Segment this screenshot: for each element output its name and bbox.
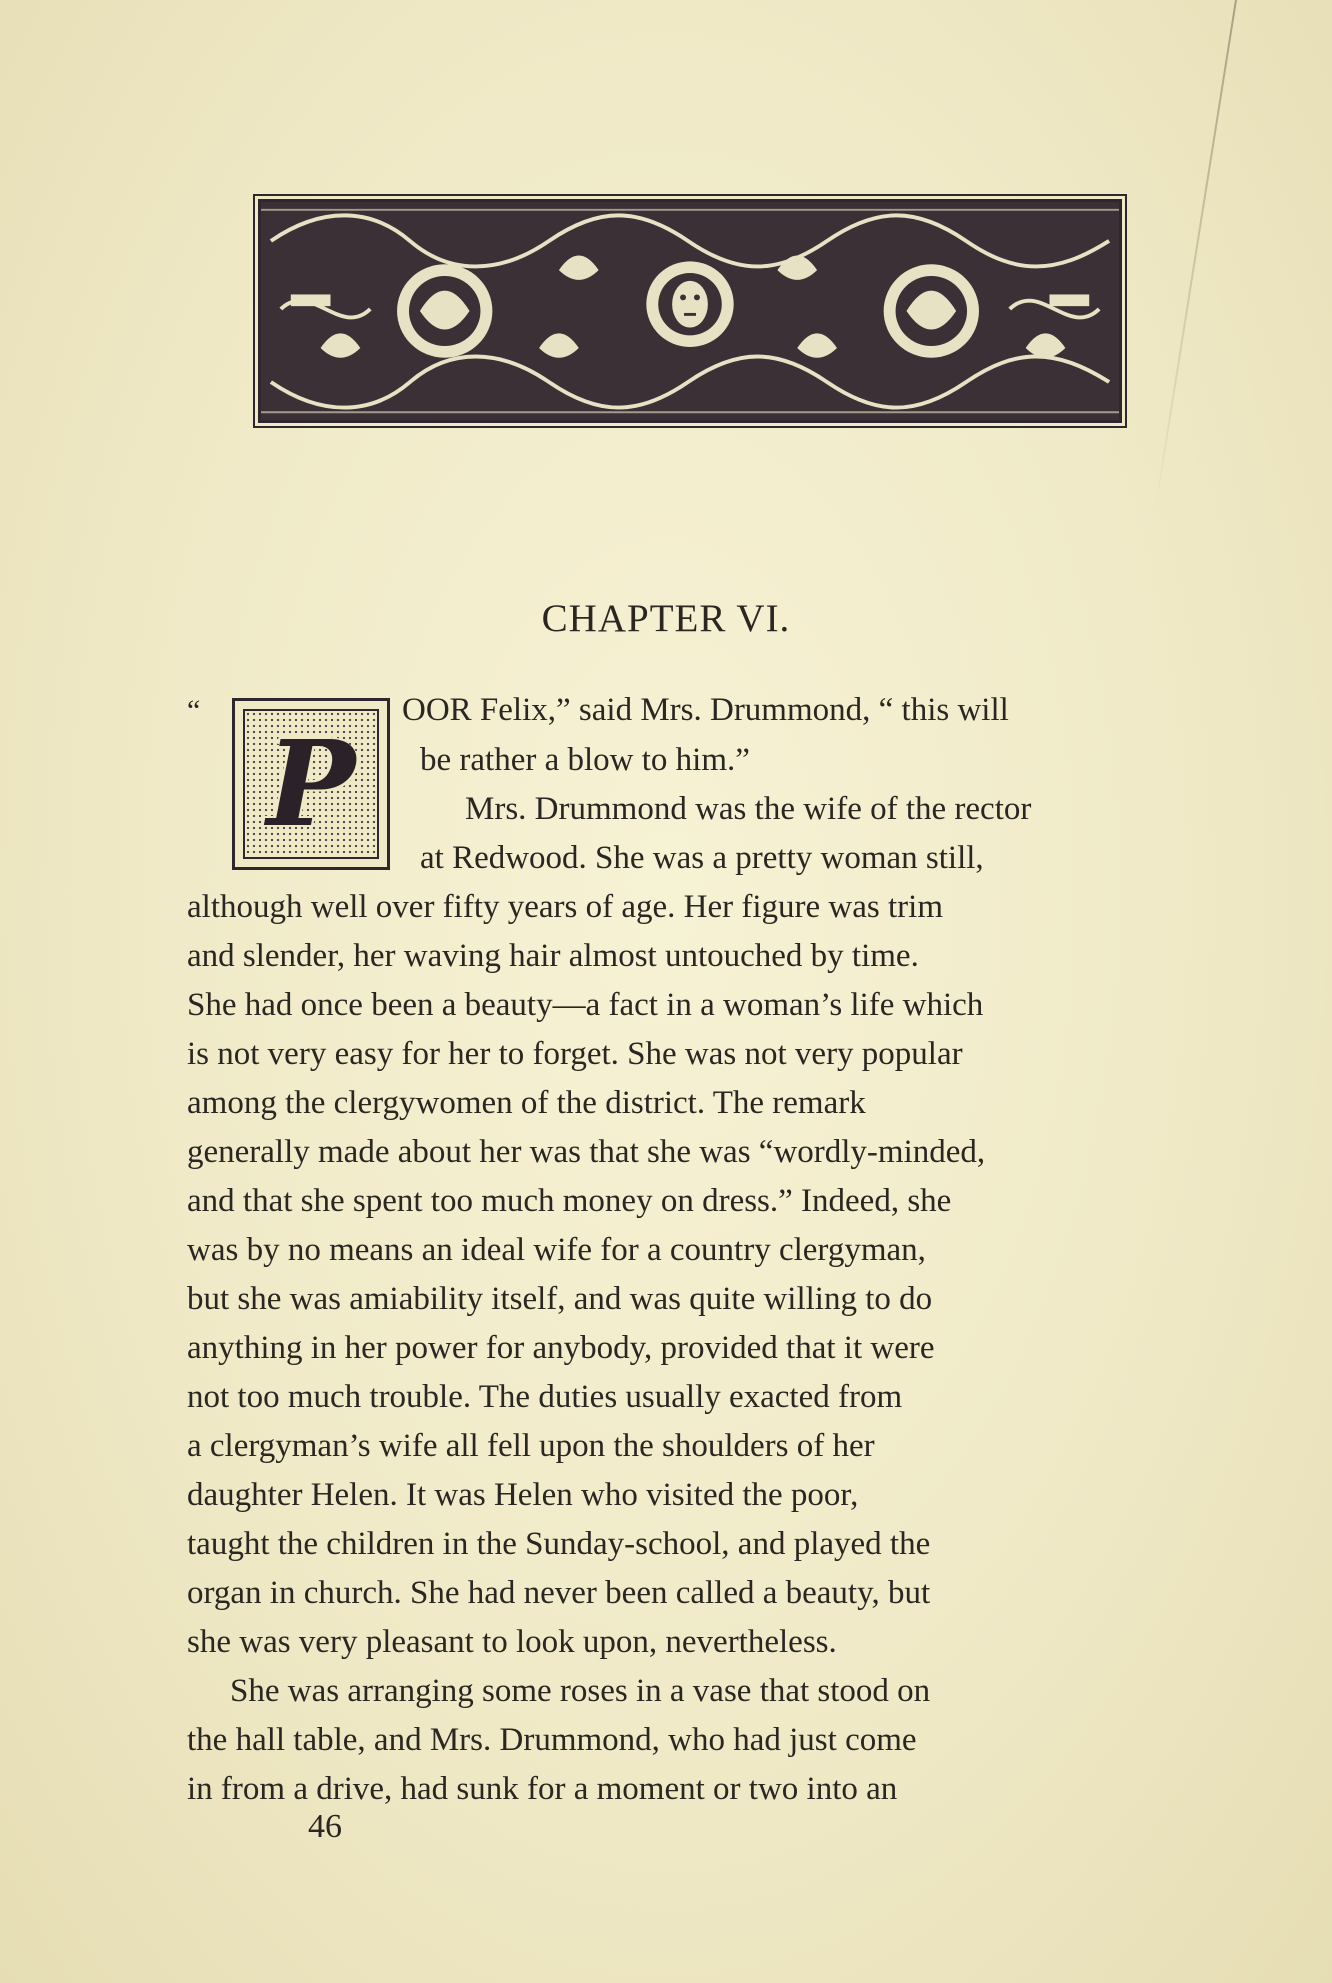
- text-line: although well over fifty years of age. Her figure was trim: [187, 889, 943, 925]
- ornamental-headband: [258, 199, 1122, 423]
- drop-cap-letter: P: [266, 714, 356, 853]
- drop-cap: [232, 698, 390, 870]
- text-line: in from a drive, had sunk for a moment or two into an: [187, 1771, 898, 1807]
- text-line: be rather a blow to him.”: [420, 742, 750, 778]
- text-line: She was arranging some roses in a vase that stood on: [230, 1673, 931, 1709]
- text-line: not too much trouble. The duties usually exacted from: [187, 1379, 903, 1415]
- text-line: was by no means an ideal wife for a country clergyman,: [187, 1232, 926, 1268]
- chapter-heading: CHAPTER VI.: [541, 597, 791, 640]
- page-number: 46: [308, 1808, 342, 1845]
- text-line: She had once been a beauty—a fact in a woman’s life which: [187, 987, 984, 1023]
- text-line: OOR Felix,” said Mrs. Drummond, “ this will: [402, 692, 1009, 728]
- text-line: taught the children in the Sunday-school, and played the: [187, 1526, 931, 1562]
- text-line: generally made about her was that she was “wordly-minded,: [187, 1134, 986, 1170]
- text-line: the hall table, and Mrs. Drummond, who had just come: [187, 1722, 917, 1758]
- text-line: anything in her power for anybody, provided that it were: [187, 1330, 935, 1366]
- text-line: she was very pleasant to look upon, nevertheless.: [187, 1624, 837, 1660]
- text-line: Mrs. Drummond was the wife of the rector: [465, 791, 1032, 827]
- text-line: is not very easy for her to forget. She was not very popular: [187, 1036, 963, 1072]
- text-line: a clergyman’s wife all fell upon the shoulders of her: [187, 1428, 875, 1464]
- drop-cap-pattern: [243, 709, 379, 859]
- opening-quote-mark: “: [187, 694, 201, 727]
- text-line: organ in church. She had never been called a beauty, but: [187, 1575, 931, 1611]
- headband-ornament-icon: [261, 202, 1119, 420]
- text-line: at Redwood. She was a pretty woman still,: [420, 840, 984, 876]
- text-line: and slender, her waving hair almost untouched by time.: [187, 938, 919, 974]
- page-edge-mark: [1154, 0, 1237, 514]
- text-line: but she was amiability itself, and was quite willing to do: [187, 1281, 933, 1317]
- text-line: among the clergywomen of the district. The remark: [187, 1085, 866, 1121]
- text-line: daughter Helen. It was Helen who visited the poor,: [187, 1477, 859, 1513]
- text-line: and that she spent too much money on dress.” Indeed, she: [187, 1183, 952, 1219]
